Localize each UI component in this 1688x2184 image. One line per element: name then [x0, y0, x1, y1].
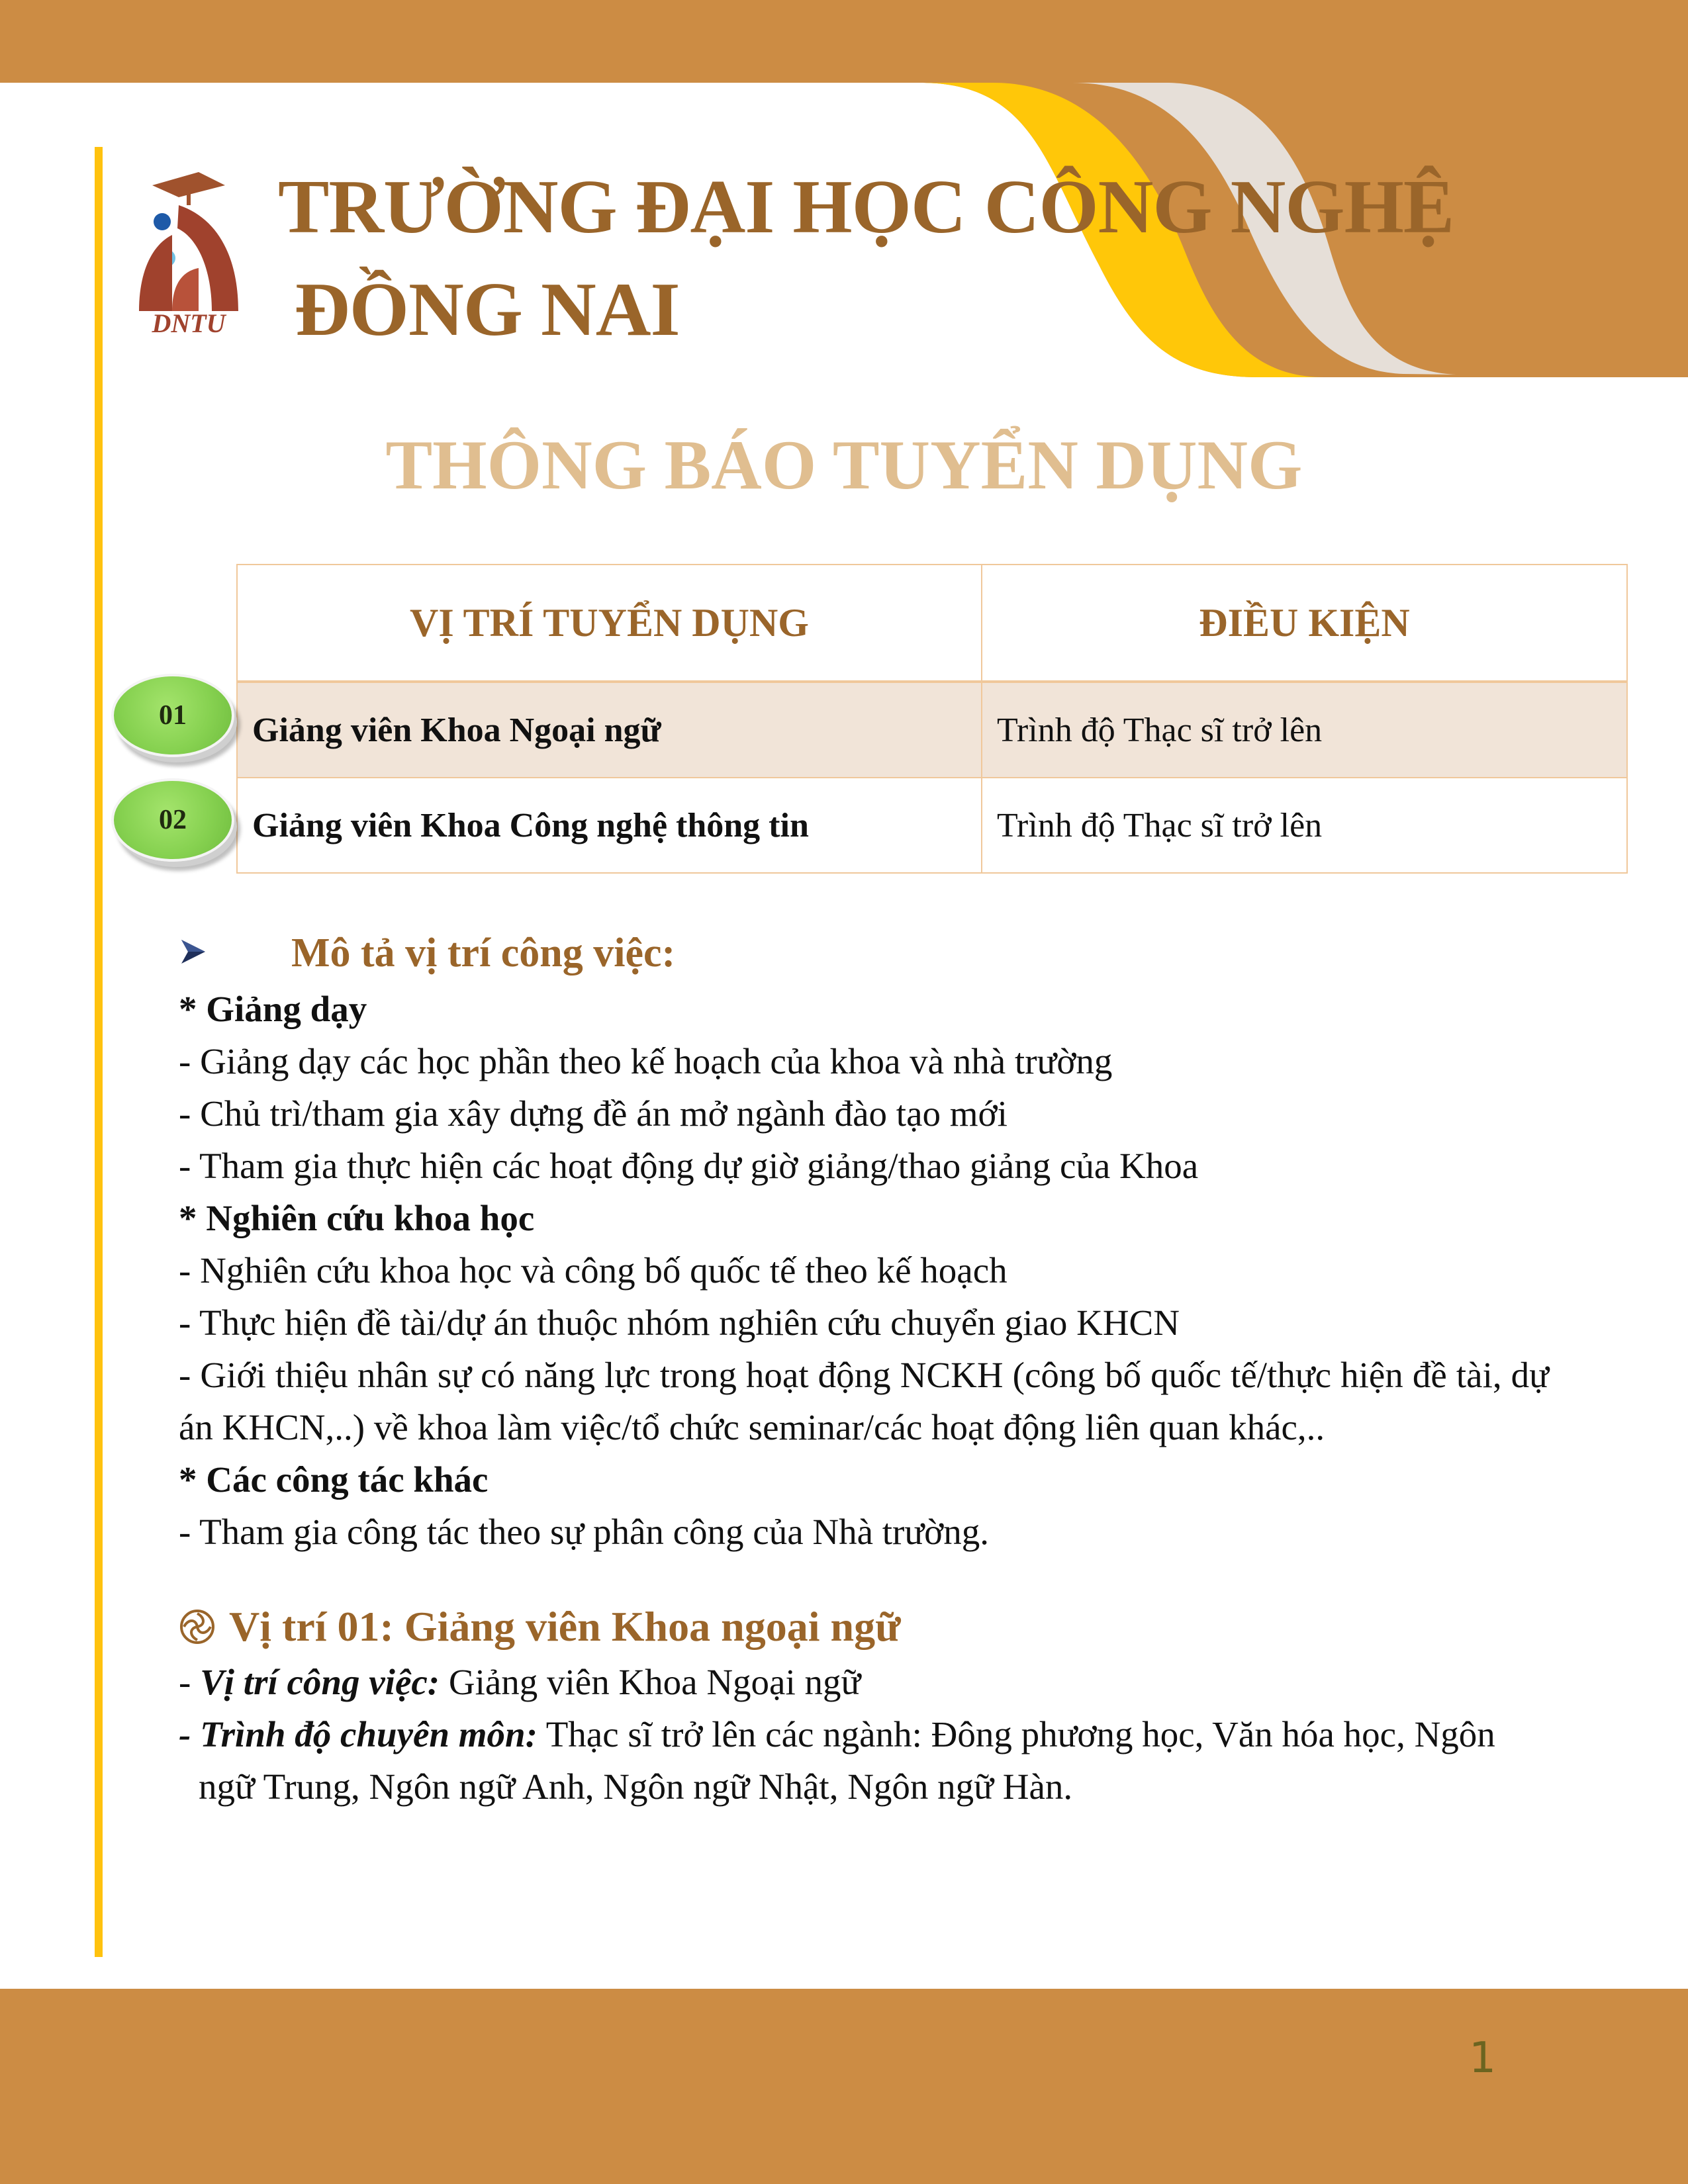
logo-text: DNTU: [152, 308, 226, 338]
job-title-value: Giảng viên Khoa Ngoại ngữ: [440, 1662, 861, 1702]
school-name-line2: ĐỒNG NAI: [295, 267, 680, 352]
job-description-title: Mô tả vị trí công việc:: [291, 930, 676, 976]
condition-cell: Trình độ Thạc sĩ trở lên: [982, 682, 1627, 778]
qualification-label: Trình độ chuyên môn:: [200, 1714, 538, 1754]
list-item: - Tham gia công tác theo sự phân công của Nhà trường.: [179, 1512, 989, 1552]
list-item: - Chủ trì/tham gia xây dựng đề án mở ngành đào tạo mới: [179, 1093, 1008, 1134]
left-accent-rule: [95, 147, 103, 1957]
list-item: - Giới thiệu nhân sự có năng lực trong hoạt động NCKH (công bố quốc tế/thực hiện đề tài, dự án KHCN,..) về khoa làm việc/tổ chức seminar/các hoạt động liên quan khác,..: [179, 1355, 1549, 1447]
other-subhead: * Các công tác khác: [179, 1459, 489, 1500]
job-description-heading: [179, 923, 1549, 983]
position-cell: Giảng viên Khoa Ngoại ngữ: [237, 682, 982, 778]
job-description: [179, 923, 1549, 1813]
page-number: 1: [1469, 2034, 1496, 2083]
list-item: - Giảng dạy các học phần theo kế hoạch của khoa và nhà trường: [179, 1041, 1113, 1081]
notice-title: THÔNG BÁO TUYỂN DỤNG: [385, 426, 1303, 504]
research-subhead: * Nghiên cứu khoa học: [179, 1198, 535, 1238]
header-position: VỊ TRÍ TUYỂN DỤNG: [237, 565, 982, 682]
teaching-subhead: * Giảng dạy: [179, 989, 367, 1029]
dntu-logo: [126, 159, 252, 338]
position-01-heading: [179, 1596, 1549, 1656]
school-name-line1: TRƯỜNG ĐẠI HỌC CÔNG NGHỆ: [278, 165, 1454, 250]
list-item: - Nghiên cứu khoa học và công bố quốc tế theo kế hoạch: [179, 1250, 1008, 1291]
list-item: - Tham gia thực hiện các hoạt động dự giờ giảng/thao giảng của Khoa: [179, 1146, 1199, 1186]
header-condition: ĐIỀU KIỆN: [982, 565, 1627, 682]
qualification-value: Thạc sĩ trở lên các ngành: Đông phương học, Văn hóa học, Ngôn ngữ Trung, Ngôn ngữ Anh, Ngôn ngữ Nhật, Ngôn ngữ Hàn.: [199, 1714, 1495, 1807]
table-row: [237, 778, 1627, 873]
job-title-label: Vị trí công việc:: [200, 1662, 440, 1702]
position-01-title: Vị trí 01: Giảng viên Khoa ngoại ngữ: [229, 1602, 901, 1650]
positions-table: [236, 564, 1628, 874]
job-title-line: - Vị trí công việc: Giảng viên Khoa Ngoại ngữ: [179, 1662, 861, 1702]
qualification-line: - Trình độ chuyên môn: Thạc sĩ trở lên các ngành: Đông phương học, Văn hóa học, Ngôn ngữ Trung, Ngôn ngữ Anh, Ngôn ngữ Nhật, Ngôn ngữ Hàn.: [179, 1714, 1495, 1807]
condition-cell: Trình độ Thạc sĩ trở lên: [982, 778, 1627, 873]
row-number-badge: 01: [111, 674, 234, 757]
position-cell: Giảng viên Khoa Công nghệ thông tin: [237, 778, 982, 873]
row-number-badge: 02: [111, 778, 234, 862]
arrow-bullet-icon: [179, 927, 291, 979]
list-item: - Thực hiện đề tài/dự án thuộc nhóm nghiên cứu chuyển giao KHCN: [179, 1302, 1180, 1343]
table-row: [237, 682, 1627, 778]
table-header-row: [237, 565, 1627, 682]
swirl-bullet-icon: [179, 1605, 221, 1647]
